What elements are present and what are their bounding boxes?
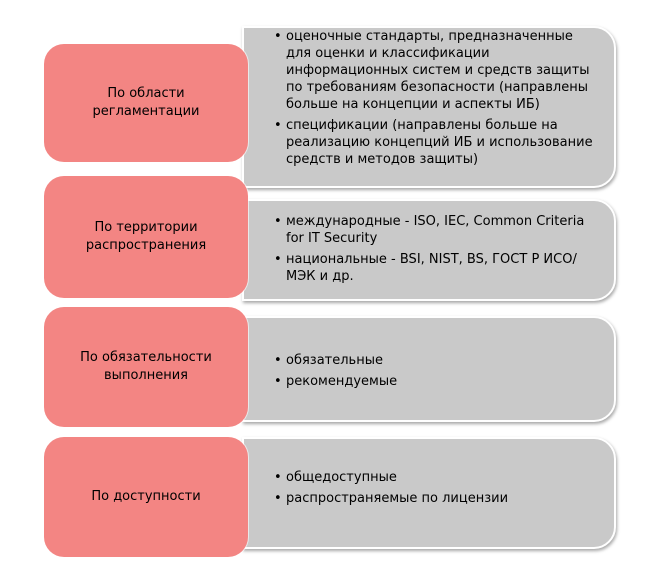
list-item: • международные - ISO, IEC, Common Criteria for IT Security (272, 213, 600, 247)
list-item: • обязательные (272, 352, 600, 369)
category-label: По территории распространения (44, 176, 248, 298)
description-panel (242, 437, 616, 549)
list-item: • национальные - BSI, NIST, BS, ГОСТ Р ИСО/МЭК и др. (272, 251, 600, 285)
description-panel (242, 26, 616, 188)
description-panel (242, 199, 616, 301)
list-item: • оценочные стандарты, предназначенные для оценки и классификации информационных систем и средств защиты по требованиям безопасности (направлены больше на концепции и аспекты ИБ) (272, 28, 600, 113)
item-list (272, 469, 600, 507)
category-label: По области регламентации (44, 44, 248, 162)
list-item: • общедоступные (272, 469, 600, 486)
item-list (272, 352, 600, 390)
category-label: По доступности (44, 437, 248, 557)
item-list (272, 213, 600, 285)
item-list (272, 28, 600, 168)
list-item: • распространяемые по лицензии (272, 490, 600, 507)
list-item: • спецификации (направлены больше на реализацию концепций ИБ и использование средств и методов защиты) (272, 117, 600, 168)
list-item: • рекомендуемые (272, 373, 600, 390)
description-panel (242, 316, 616, 422)
category-label: По обязательности выполнения (44, 307, 248, 427)
